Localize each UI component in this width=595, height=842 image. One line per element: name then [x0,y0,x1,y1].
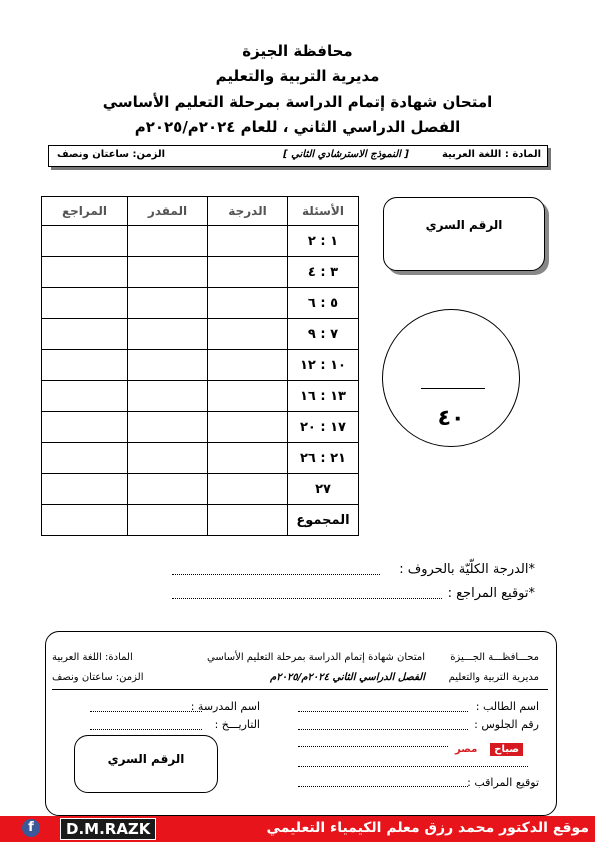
school-name-line[interactable] [90,711,202,712]
row-label: ٥ : ٦ [288,288,359,319]
lower-subject: المادة: اللغة العربية [52,652,133,663]
lower-time: الزمن: ساعتان ونصف [52,672,144,683]
sabah-logo-text: صباح [490,743,523,756]
table-row [42,381,359,412]
info-model: [ النموذج الاسترشادي الثاني ] [283,149,409,160]
table-header-row [42,197,359,226]
info-bar [48,145,548,167]
row-label: ٢١ : ٢٦ [288,443,359,474]
col-header-estimated: المقدر [128,197,208,226]
date-line[interactable] [90,729,202,730]
secret-number-box [383,197,545,271]
lower-secret-number-box [74,735,218,793]
col-header-questions: الأسئلة [288,197,359,226]
footer-bar [0,816,595,842]
table-row [42,443,359,474]
reviewer-signature-line[interactable] [172,598,442,599]
row-label: ١ : ٢ [288,226,359,257]
row-label: ١٠ : ١٢ [288,350,359,381]
masr-logo-text: مصر [455,744,478,755]
info-subject: المادة : اللغة العربية [441,149,541,160]
footer-brand: D.M.RAZK [60,818,156,840]
row-label: ٣ : ٤ [288,257,359,288]
table-row-total [42,505,359,536]
score-fraction-line [421,388,485,389]
table-row [42,257,359,288]
extra-line-2 [298,766,528,767]
table-row [42,412,359,443]
facebook-icon[interactable]: f [22,819,40,837]
table-row [42,474,359,505]
lower-divider [52,689,548,690]
seat-number-line[interactable] [298,729,468,730]
info-time: الزمن: ساعتان ونصف [57,149,166,160]
student-name-line[interactable] [298,711,468,712]
reviewer-signature-label: *توقيع المراجع : [447,586,535,601]
lower-gov: محـــافظـــة الجـــيزة [450,652,539,663]
header-exam-title: امتحان شهادة إتمام الدراسة بمرحلة التعليم الأساسي [102,93,493,111]
grades-table [41,196,359,536]
extra-line-1 [298,746,448,747]
table-row [42,226,359,257]
secret-number-label: الرقم السري [425,218,503,232]
lower-semester: الفصل الدراسي الثاني ٢٠٢٤م/٢٠٢٥م [270,672,425,683]
grade-in-words-line[interactable] [172,574,380,575]
lower-directorate: مديرية التربية والتعليم [448,672,539,683]
footer-site-text: موقع الدكتور محمد رزق معلم الكيمياء التعليمي [266,820,589,836]
table-row [42,288,359,319]
row-label: ٧ : ٩ [288,319,359,350]
seat-number-label: رقم الجلوس : [474,718,539,731]
row-label: ١٧ : ٢٠ [288,412,359,443]
proctor-signature-label: توقيع المراقب : [467,776,539,789]
school-name-label: اسم المدرسة : [190,700,260,713]
col-header-grade: الدرجة [208,197,288,226]
date-label: التاريـــخ : [214,718,260,731]
student-name-label: اسم الطالب : [475,700,539,713]
sabah-masr-logo [455,743,533,759]
header-directorate: مديرية التربية والتعليم [215,67,380,85]
table-row [42,350,359,381]
header-governorate: محافظة الجيزة [242,42,353,60]
col-header-reviewer: المراجع [42,197,128,226]
proctor-signature-line[interactable] [298,786,468,787]
row-label: ٢٧ [288,474,359,505]
score-circle [382,309,520,447]
score-total: ٤٠ [437,406,465,431]
row-label: المجموع [288,505,359,536]
row-label: ١٣ : ١٦ [288,381,359,412]
table-row [42,319,359,350]
grade-in-words-label: *الدرجة الكلّيّة بالحروف : [399,562,535,577]
lower-exam: امتحان شهادة إتمام الدراسة بمرحلة التعليم الأساسي [206,652,425,663]
header-semester: الفصل الدراسي الثاني ، للعام ٢٠٢٤م/٢٠٢٥م [134,118,461,136]
lower-secret-number-label: الرقم السري [107,752,185,766]
